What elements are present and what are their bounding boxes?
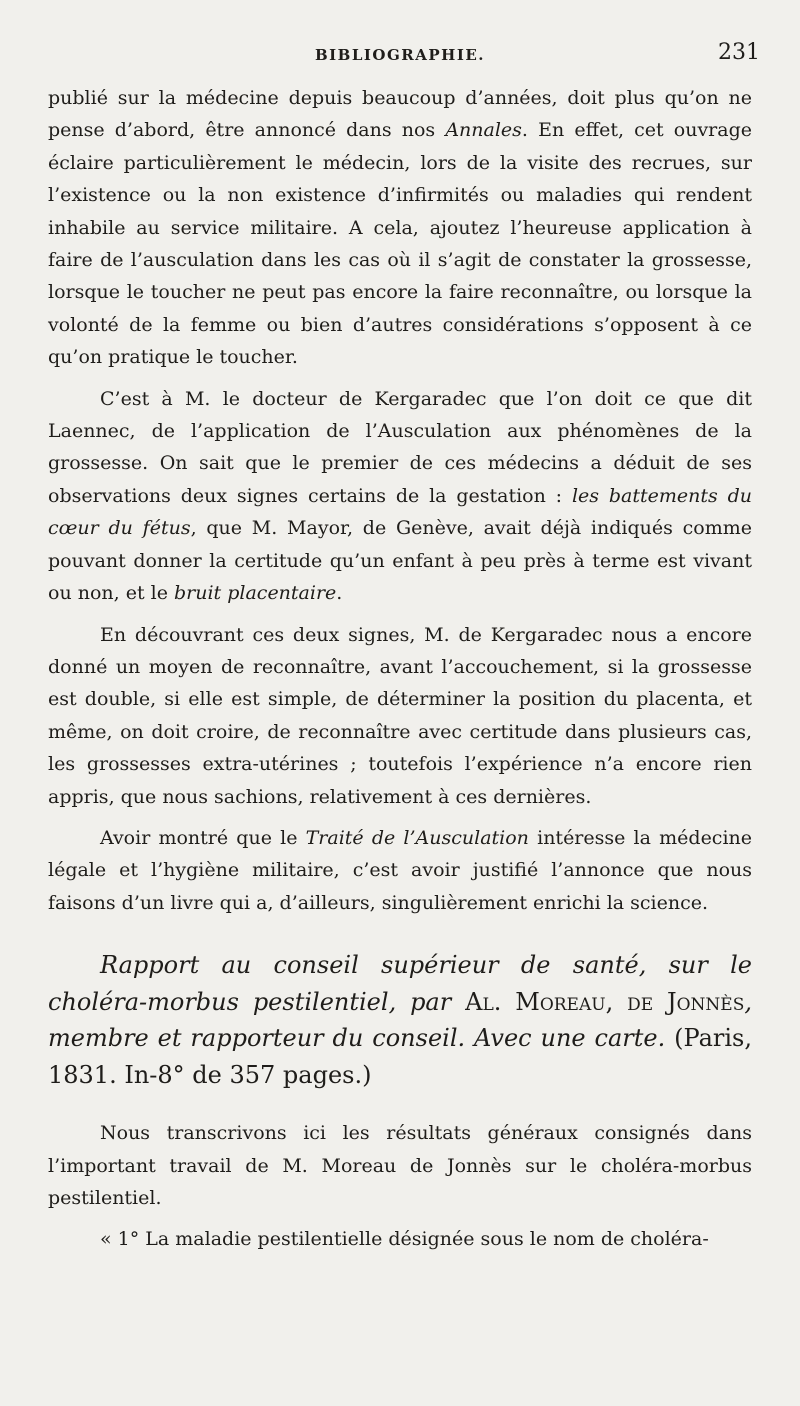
paragraph-1-rest: . En effet, cet ouvrage éclaire particulièrement le médecin, lors de la visite des recrues, sur l’existence ou la non existence d’infirmités ou maladies qui rendent inhabile au service militaire. A cela, ajoutez l’heureuse application à faire de l’ausculation dans les cas où il s’agit de constater la grossesse, lorsque le toucher ne peut pas encore la faire reconnaître, ou lorsque la volonté de la femme ou bien d’autres considérations s’opposent à ce qu’on pratique le toucher. (48, 119, 753, 369)
paragraph-2-text: C’est à M. le docteur de Kergaradec que l’on doit ce que dit Laennec, de l’application de l’Ausculation aux phénomènes de la grossesse. On sait que le premier de ces médecins a déduit de ses observations deux signes certains de la gestation : (48, 387, 752, 507)
sign-heartbeat: les battements du cœur du fétus (48, 484, 752, 540)
paragraph-4-before: Avoir montré que le (100, 826, 306, 849)
running-header (48, 40, 760, 80)
running-title: BIBLIOGRAPHIE. (314, 46, 486, 64)
paragraph-5-text: Nous transcrivons ici les résultats généraux consignés dans l’important travail de M. Moreau de Jonnès sur le choléra-morbus pestilentiel. (48, 1122, 752, 1209)
review-author: Al. Moreau, de Jonnès (465, 987, 745, 1016)
review-imprint: (Paris, 1831. In-8° de 357 pages.) (48, 1024, 752, 1089)
review-role: membre et rapporteur du conseil. Avec une carte. (48, 1024, 666, 1053)
paragraph-2 (48, 383, 752, 610)
review-sep: , (744, 987, 753, 1016)
paragraph-4-after: intéresse la médecine légale et l’hygiène militaire, c’est avoir justifié l’annonce que nous faisons d’un livre qui a, d’ailleurs, singulièrement enrichi la science. (48, 826, 753, 914)
review-title: Rapport au conseil supérieur de santé, sur le choléra-morbus pestilentiel (48, 951, 752, 1016)
paragraph-6-text: « 1° La maladie pestilentielle désignée sous le nom de choléra- (100, 1228, 709, 1251)
review-by: , par (388, 987, 466, 1016)
paragraph-1-text: publié sur la médecine depuis beaucoup d’années, doit plus qu’on ne pense d’abord, être annoncé dans nos (48, 87, 752, 142)
review-heading (48, 947, 752, 1093)
paragraph-6 (48, 1223, 752, 1255)
paragraph-2-end: . (336, 582, 343, 605)
paragraph-4 (48, 822, 752, 919)
page-number: 231 (718, 40, 760, 65)
paragraph-3-text: En découvrant ces deux signes, M. de Kergaradec nous a encore donné un moyen de reconnaître, avant l’accouchement, si la grossesse est double, si elle est simple, de déterminer la position du placenta, et même, on doit croire, de reconnaître avec certitude dans plusieurs cas, les grossesses extra-utérines ; toutefois l’expérience n’a encore rien appris, que nous sachions, relativement à ces dernières. (48, 623, 752, 808)
treatise-title: Traité de l’Ausculation (305, 826, 529, 849)
sign-placental: bruit placentaire (174, 582, 337, 605)
paragraph-3 (48, 619, 752, 813)
paragraph-2-mid: , que M. Mayor, de Genève, avait déjà indiqués comme pouvant donner la certitude qu’un enfant à peu près à terme est vivant ou non, et le (48, 517, 752, 605)
journal-title: Annales (445, 119, 522, 142)
paragraph-1 (48, 82, 752, 374)
page-body (48, 82, 752, 1256)
paragraph-5 (48, 1117, 752, 1214)
